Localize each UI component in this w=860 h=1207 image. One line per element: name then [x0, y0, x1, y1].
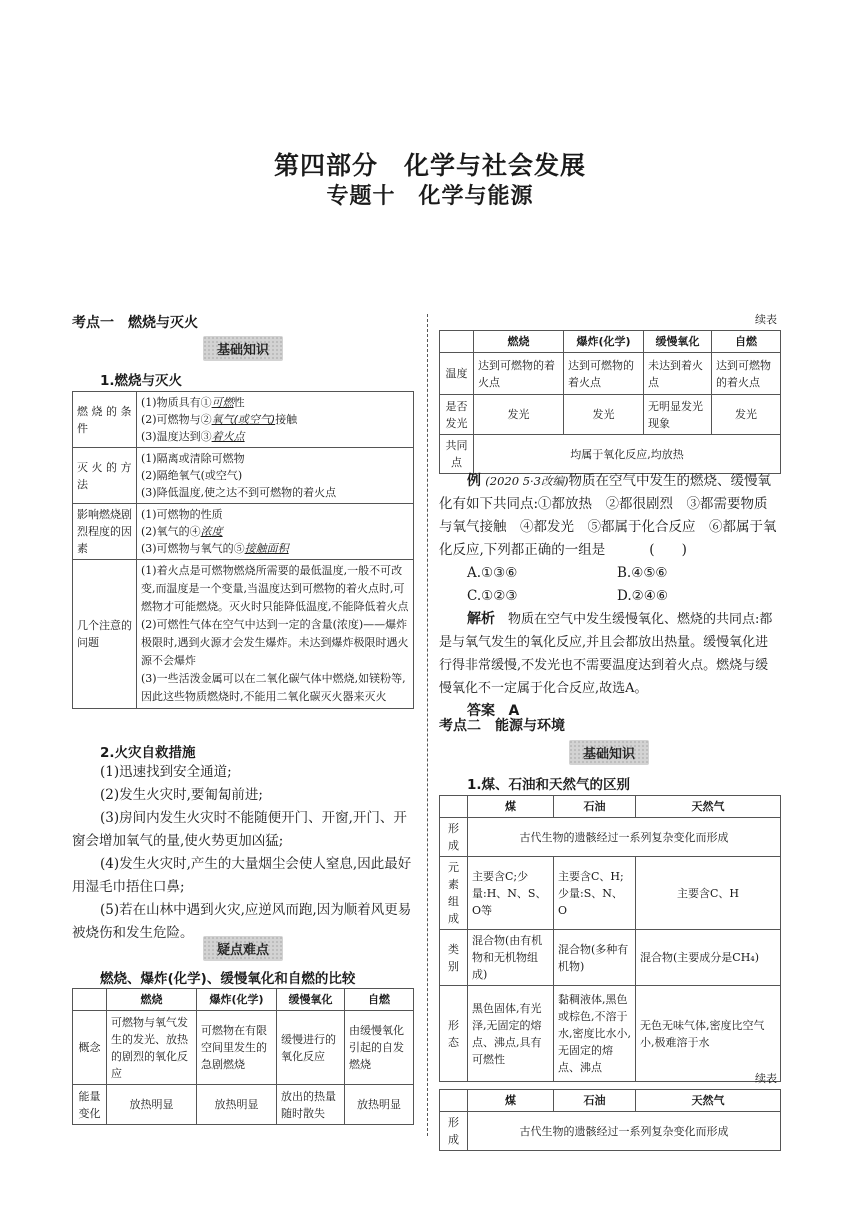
kaodian-1-heading: 考点一 燃烧与灭火: [72, 315, 198, 331]
table-row: [73, 560, 414, 709]
table-row: [73, 448, 414, 504]
table-header-row: 燃烧 爆炸(化学) 缓慢氧化 自燃: [73, 989, 414, 1011]
combustion-table: [72, 391, 414, 709]
table-row: 形态 黑色固体,有光泽,无固定的熔点、沸点,具有可燃性 黏稠液体,黑色或棕色,不溶于水,密度比水小,无固定的熔点、沸点 无色无味气体,密度比空气小,极难溶于水: [440, 986, 781, 1082]
table-row: 是否发光 发光 发光 无明显发光现象 发光: [440, 395, 781, 435]
badge-basic-knowledge: 基础知识: [203, 336, 283, 361]
table-header-row: 煤 石油 天然气: [440, 796, 781, 818]
row-content: (1)物质具有①可燃性 (2)可燃物与②氧气(或空气)接触 (3)温度达到③着火点: [137, 392, 414, 448]
table-row: 元素组成 主要含C;少量:H、N、S、O等 主要含C、H;少量:S、N、O 主要含C、H: [440, 857, 781, 930]
table-row: 能量变化 放热明显 放热明显 放出的热量随时散失 放热明显: [73, 1085, 414, 1125]
badge-basic-knowledge-2: 基础知识: [569, 740, 649, 765]
answer-blank: 可燃: [211, 396, 234, 409]
analysis-text: 物质在空气中发生缓慢氧化、燃烧的共同点:都是与氧气发生的氧化反应,并且会都放出热量。缓慢氧化进行得非常缓慢,不发光也不需要温度达到着火点。燃烧与缓慢氧化不一定属于化合反应,故选A。: [439, 612, 773, 696]
comparison-table: [72, 988, 414, 1125]
table-row: [73, 392, 414, 448]
table-row: 形成 古代生物的遗骸经过一系列复杂变化而形成: [440, 818, 781, 857]
table-row: 形成 古代生物的遗骸经过一系列复杂变化而形成: [440, 1112, 781, 1151]
option: B.④⑤⑥: [617, 565, 668, 581]
option: D.②④⑥: [617, 588, 668, 604]
list-item: (4)发生火灾时,产生的大量烟尘会使人窒息,因此最好用湿毛巾捂住口鼻;: [72, 856, 412, 895]
row-header: 影响燃烧剧烈程度的因素: [73, 504, 137, 560]
list-item: (1)迅速找到安全通道;: [100, 764, 232, 780]
subheading-combustion: 1.燃烧与灭火: [100, 373, 183, 389]
answer-blank: 浓度: [200, 525, 223, 538]
badge-difficult-points: 疑点难点: [203, 936, 283, 961]
options-row: [439, 585, 781, 608]
row-content: (1)隔离或清除可燃物 (2)隔绝氧气(或空气) (3)降低温度,使之达不到可燃物的着火点: [137, 448, 414, 504]
example-block: [439, 470, 781, 723]
row-content: (1)可燃物的性质 (2)氧气的④浓度 (3)可燃物与氧气的⑤接触面积: [137, 504, 414, 560]
fuels-table: [439, 795, 781, 1082]
row-header: 几个注意的问题: [73, 560, 137, 709]
answer-bracket: ( ): [649, 542, 687, 558]
analysis-label: 解析: [467, 611, 495, 627]
example-label: 例: [467, 473, 481, 489]
example-text: 物质在空气中发生的燃烧、缓慢氧化有如下共同点:①都放热 ②都很剧烈 ③都需要物质与氧气接触 ④都发光 ⑤都属于化合反应 ⑥都属于氧化反应,下列都正确的一组是: [439, 473, 777, 558]
table-row: 温度 达到可燃物的着火点 达到可燃物的着火点 未达到着火点 达到可燃物的着火点: [440, 353, 781, 395]
row-header: 燃 烧 的 条件: [73, 392, 137, 448]
continued-label-2: 续表: [755, 1072, 777, 1085]
example-source: (2020 5·3改编): [485, 474, 569, 488]
comparison-table-continued: [439, 330, 781, 474]
list-item: (5)若在山林中遇到火灾,应逆风而跑,因为顺着风更易被烧伤和发生危险。: [72, 902, 412, 941]
answer-label: 答案: [467, 703, 495, 719]
subheading-fire-rescue: 2.火灾自救措施: [100, 745, 196, 761]
continued-label: 续表: [755, 313, 777, 326]
options-row: [439, 562, 781, 585]
row-header: 灭 火 的 方法: [73, 448, 137, 504]
list-item: (3)房间内发生火灾时不能随便开门、开窗,开门、开窗会增加氧气的量,使火势更加凶猛;: [72, 810, 407, 849]
answer-blank: 着火点: [211, 430, 245, 443]
topic-title: 专题十 化学与能源: [326, 184, 534, 209]
answer-value: A: [508, 703, 520, 719]
table-row: 概念 可燃物与氧气发生的发光、放热的剧烈的氧化反应 可燃物在有限空间里发生的急剧燃烧 缓慢进行的氧化反应 由缓慢氧化引起的自发燃烧: [73, 1011, 414, 1085]
subheading-fuels: 1.煤、石油和天然气的区别: [467, 777, 631, 793]
option: A.①③⑥: [467, 565, 518, 581]
fuels-table-continued: [439, 1089, 781, 1151]
table-row: 共同点 均属于氧化反应,均放热: [440, 435, 781, 474]
part-title: 第四部分 化学与社会发展: [273, 151, 586, 180]
subheading-comparison: 燃烧、爆炸(化学)、缓慢氧化和自燃的比较: [100, 971, 356, 987]
list-item: (2)发生火灾时,要匍匐前进;: [100, 787, 263, 803]
kaodian-2-heading: 考点二 能源与环境: [439, 718, 565, 734]
table-header-row: 煤 石油 天然气: [440, 1090, 781, 1112]
row-content: (1)着火点是可燃物燃烧所需要的最低温度,一般不可改变,而温度是一个变量,当温度达到可燃物的着火点时,可燃物才可能燃烧。灭火时只能降低温度,不能降低着火点 (2)可燃性气体在空气中达到一定的含量(浓度)——爆炸极限时,遇到火源才会发生爆炸。未达到爆炸极限时遇火源不会爆炸 (3)一些活泼金属可以在二氧化碳气体中燃烧,如镁粉等,因此这些物质燃烧时,不能用二氧化碳灭火器来灭火: [137, 560, 414, 709]
table-row: [73, 504, 414, 560]
table-row: 类别 混合物(由有机物和无机物组成) 混合物(多种有机物) 混合物(主要成分是CH₄): [440, 930, 781, 986]
fire-rescue-list: [72, 761, 414, 945]
answer-blank: 接触面积: [244, 542, 289, 555]
column-divider: [427, 314, 428, 1136]
table-header-row: 燃烧 爆炸(化学) 缓慢氧化 自燃: [440, 331, 781, 353]
option: C.①②③: [467, 588, 518, 604]
answer-blank: 氧气(或空气): [211, 413, 276, 426]
